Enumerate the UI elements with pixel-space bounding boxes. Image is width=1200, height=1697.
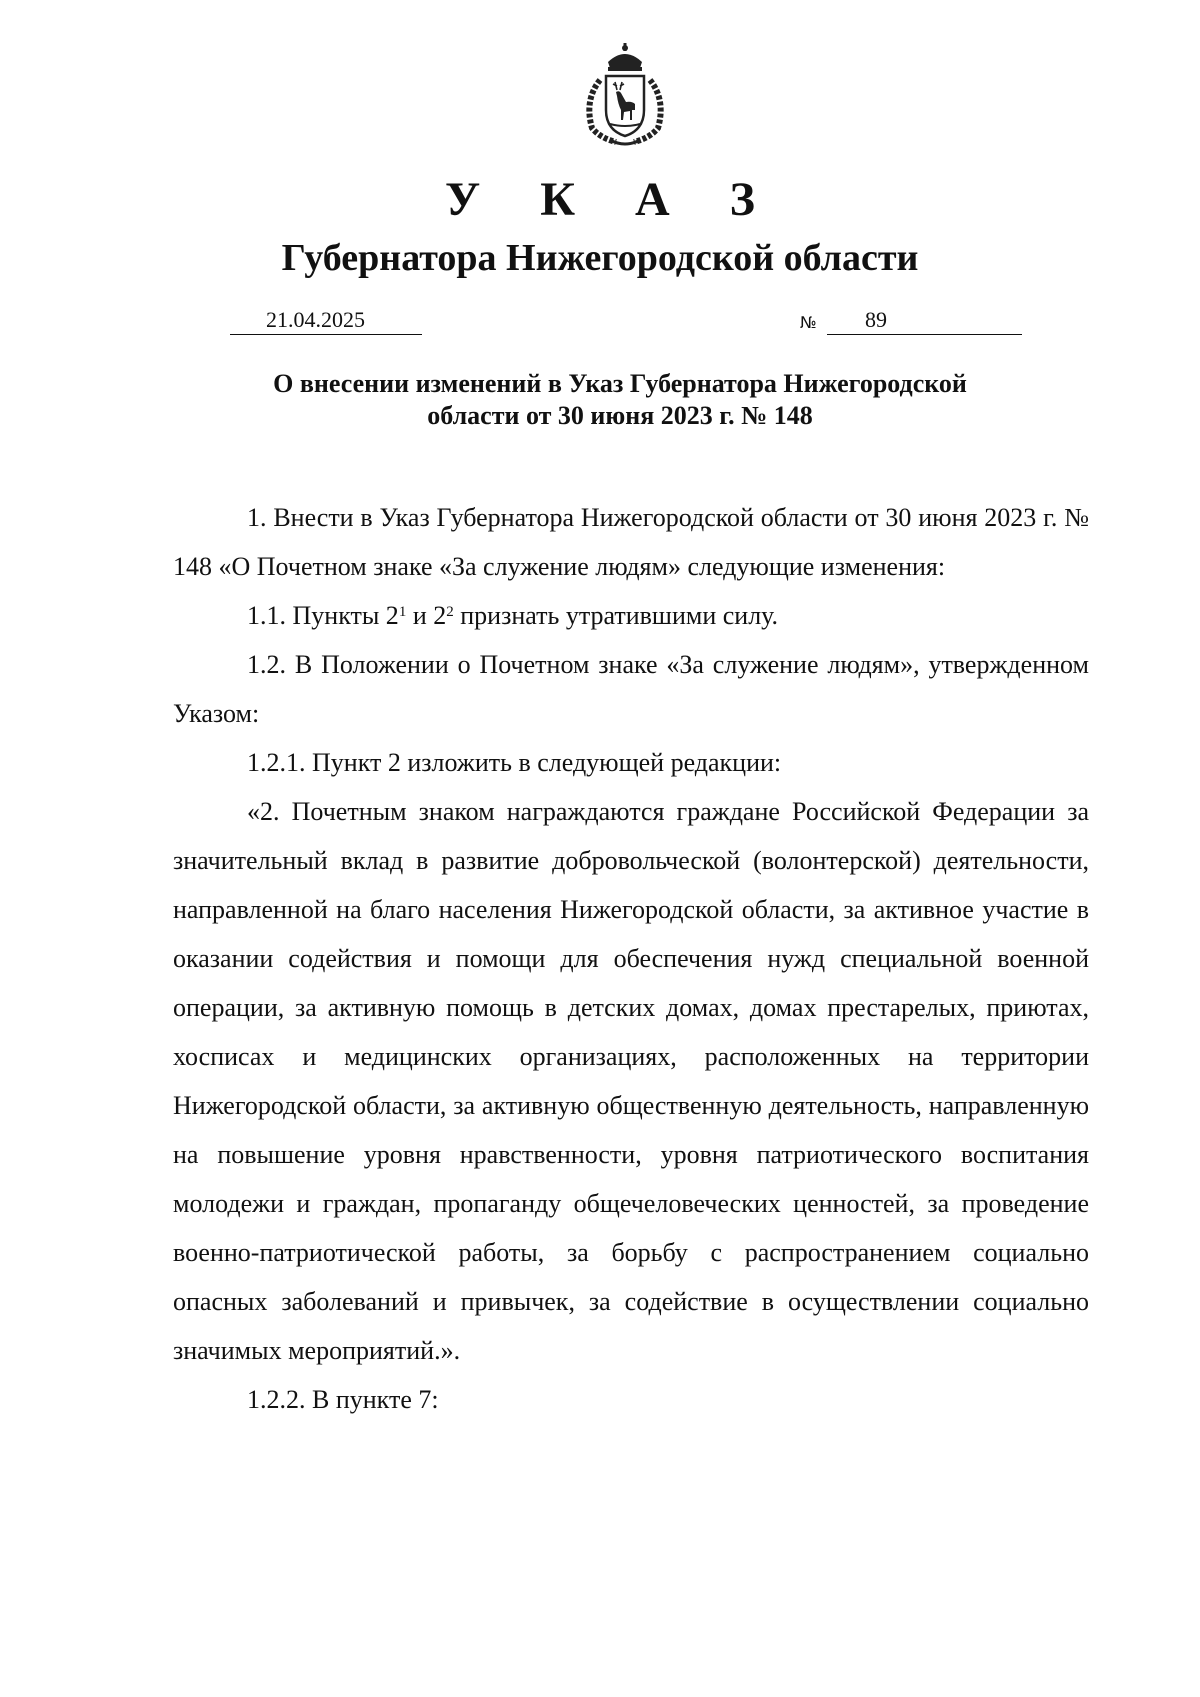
number-sign: № — [800, 313, 817, 332]
issuer-title: Губернатора Нижегородской области — [281, 237, 919, 279]
paragraph-1-1 — [173, 591, 1089, 640]
paragraph-1-1-start: 1.1. Пункты 2 — [247, 601, 399, 630]
superscript-1: 1 — [398, 603, 407, 620]
superscript-2: 2 — [446, 603, 454, 620]
number-value: 89 — [865, 307, 887, 332]
document-body — [173, 493, 1089, 1424]
document-type-title: У К А З — [444, 173, 780, 226]
number-field — [827, 308, 1022, 335]
paragraph-quoted-2: «2. Почетным знаком награждаются граждане Российской Федерации за значительный вклад в развитие добровольческой (волонтерской) деятельности, направленной на благо населения Нижегородской области, за активное участие в оказании содействия и помощи для обеспечения нужд специальной военной операции, за активную помощь в детских домах, домах престарелых, приютах, хосписах и медицинских организациях, расположенных на территории Нижегородской области, за активную общественную деятельность, направленную на повышение уровня нравственности, уровня патриотического воспитания молодежи и граждан, пропаганду общечеловеческих ценностей, за проведение военно-патриотической работы, за борьбу с распространением социально опасных заболеваний и привычек, за содействие в осуществлении социально значимых мероприятий.». — [173, 797, 1089, 1365]
paragraph-1-1-mid: и 2 — [406, 601, 447, 630]
date-field — [230, 308, 422, 335]
document-heading — [220, 368, 1020, 432]
paragraph-1-2: 1.2. В Положении о Почетном знаке «За служение людям», утвержденном Указом: — [173, 650, 1089, 728]
date-value: 21.04.2025 — [266, 307, 365, 332]
paragraph-1-1-end: признать утратившими силу. — [453, 601, 779, 630]
paragraph-1-2-2: 1.2.2. В пункте 7: — [247, 1385, 439, 1414]
paragraph-1: 1. Внести в Указ Губернатора Нижегородской области от 30 июня 2023 г. № 148 «О Почетном знаке «За служение людям» следующие изменения: — [173, 503, 1089, 581]
document-heading-line-1: О внесении изменений в Указ Губернатора Нижегородской — [273, 369, 967, 398]
paragraph-1-2-1: 1.2.1. Пункт 2 изложить в следующей редакции: — [247, 748, 782, 777]
coat-of-arms-icon — [570, 40, 680, 150]
document-heading-line-2: области от 30 июня 2023 г. № 148 — [427, 401, 813, 430]
